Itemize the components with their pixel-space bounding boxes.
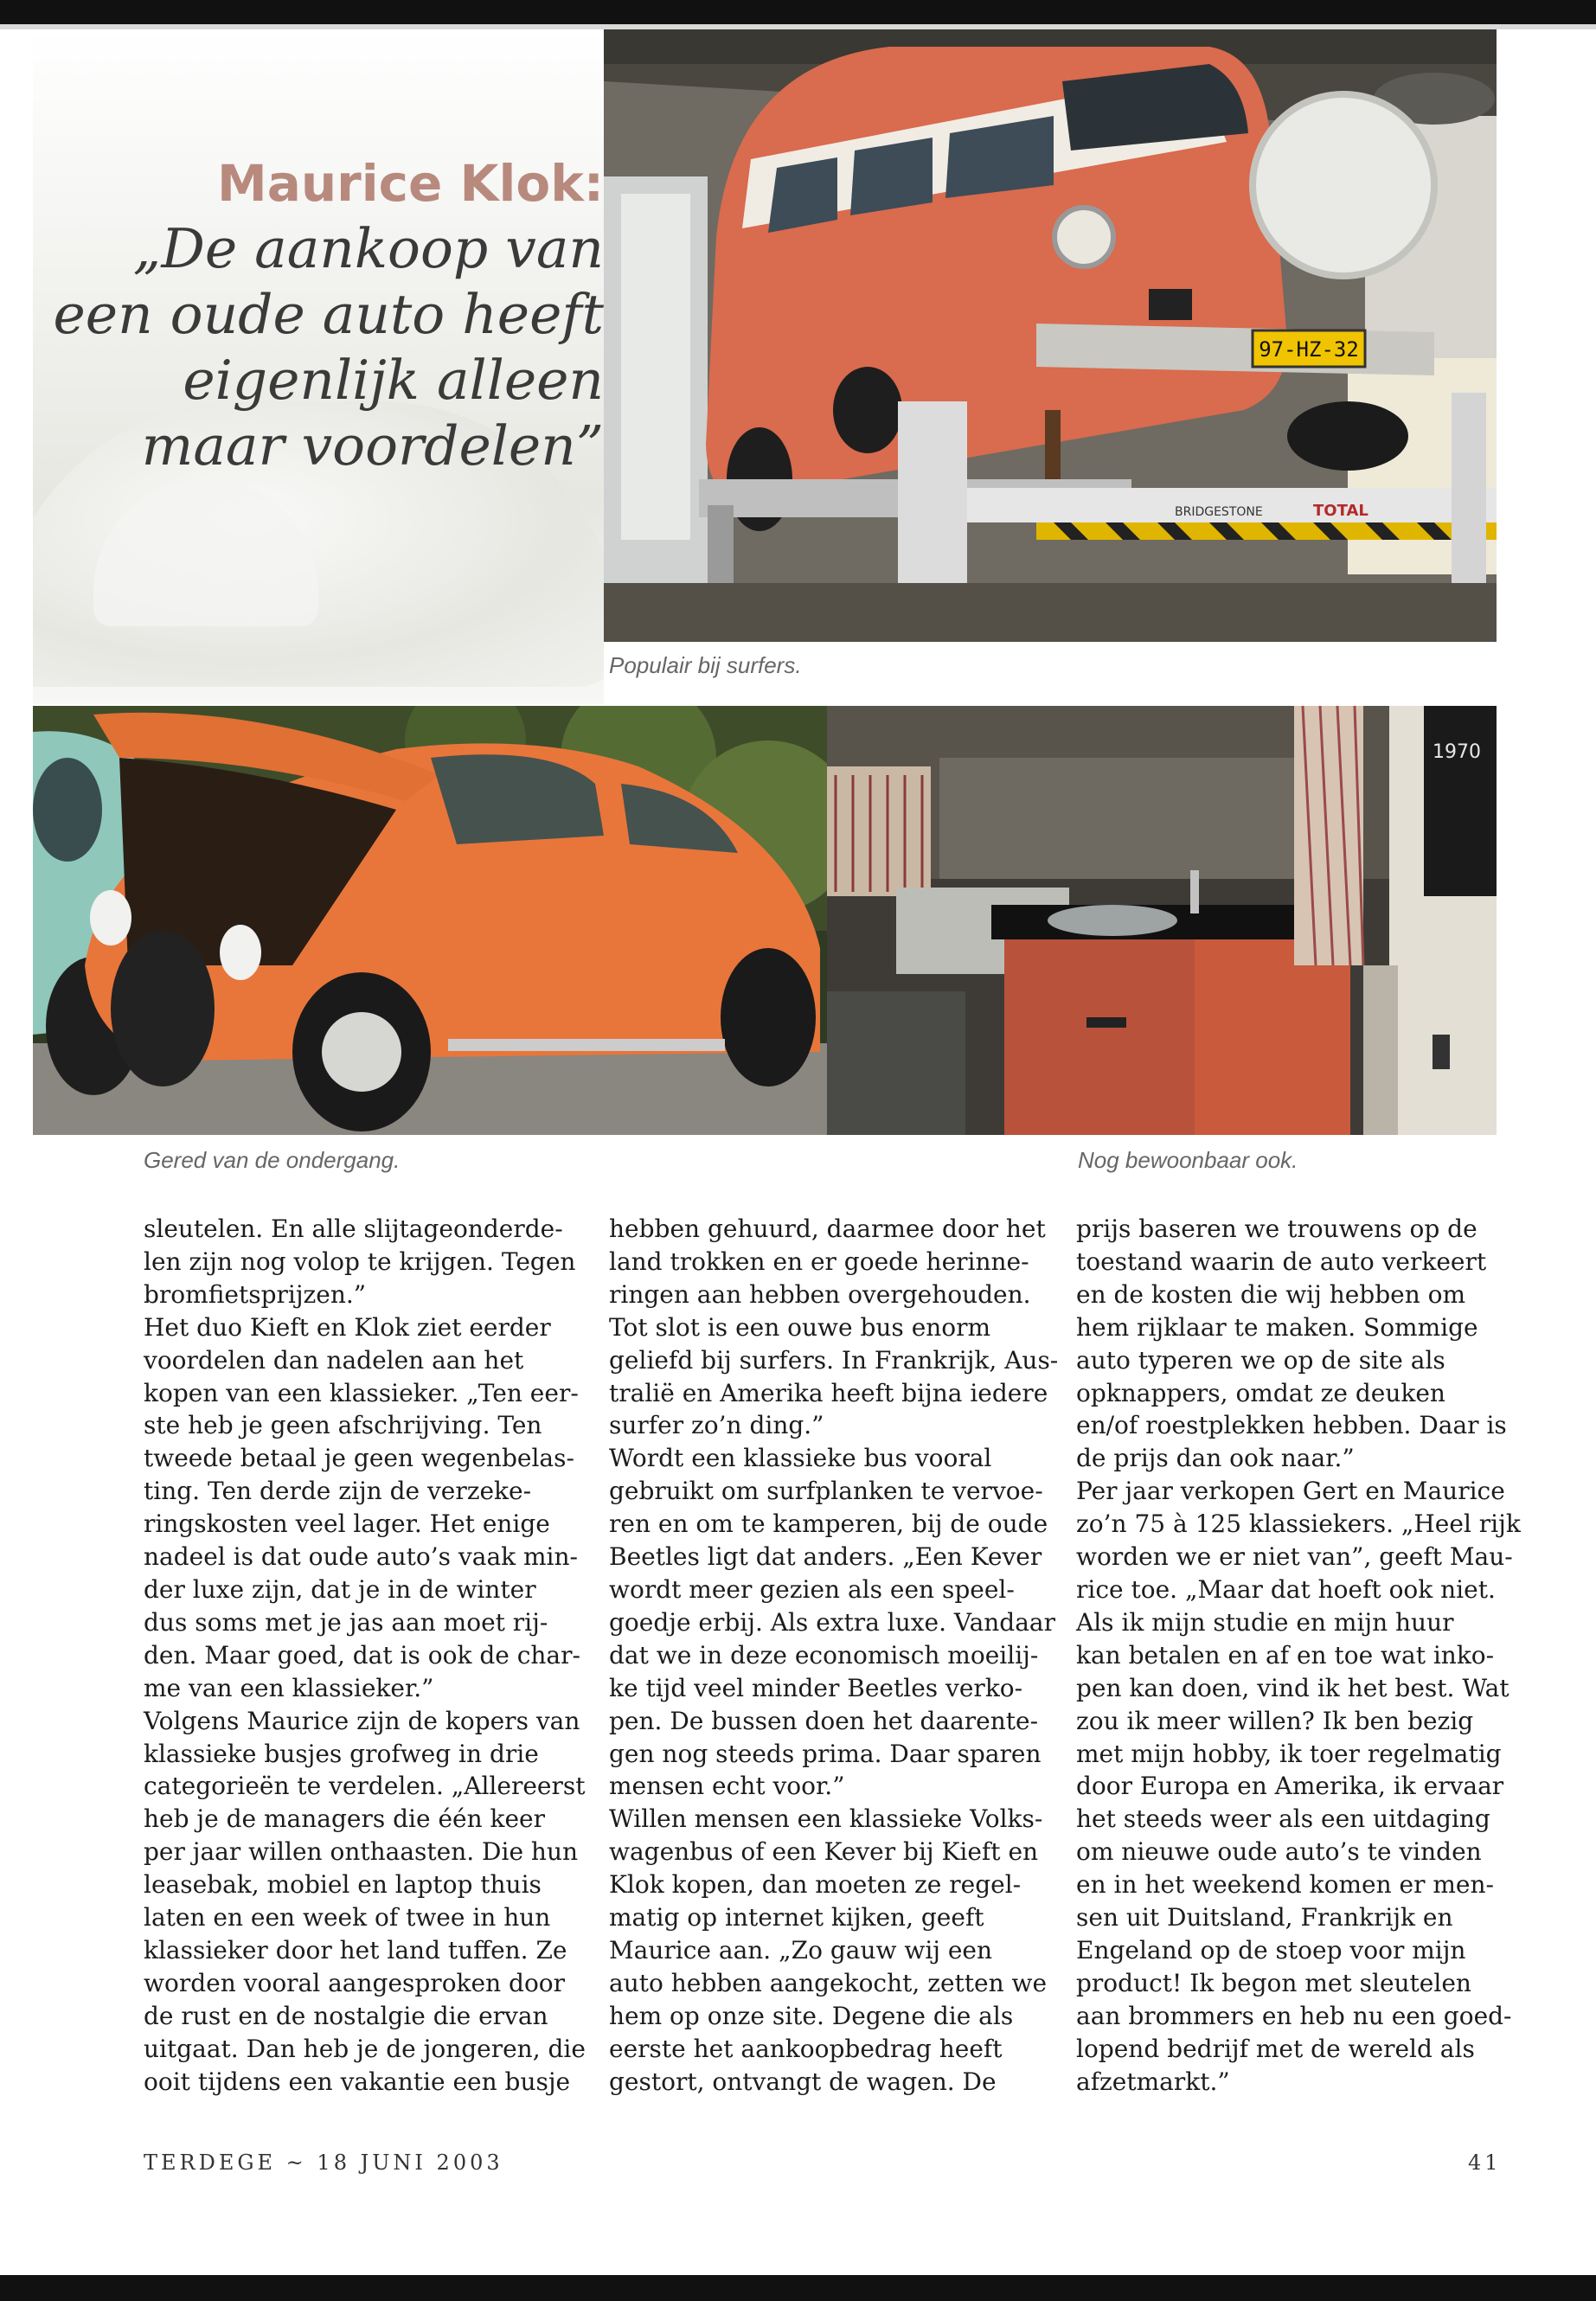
text-line: lopend bedrijf met de wereld als xyxy=(1076,2034,1475,2063)
lift-brand-right: TOTAL xyxy=(1313,502,1368,520)
text-line: afzetmarkt.” xyxy=(1076,2067,1230,2096)
text-line: en in het weekend komen er men- xyxy=(1076,1870,1494,1900)
text-line: zo’n 75 à 125 klassiekers. „Heel rijk xyxy=(1076,1509,1521,1539)
text-line: surfer zo’n ding.” xyxy=(609,1411,824,1440)
text-line: Als ik mijn studie en mijn huur xyxy=(1076,1607,1454,1637)
title-quote-line: een oude auto heeft xyxy=(53,283,604,346)
text-line: kopen van een klassieker. „Ten eer- xyxy=(144,1378,579,1407)
text-line: nadeel is dat oude auto’s vaak min- xyxy=(144,1542,579,1572)
beetle-photo xyxy=(33,706,827,1135)
text-line: ooit tijdens een vakantie een busje xyxy=(144,2067,571,2096)
text-line: door Europa en Amerika, ik ervaar xyxy=(1076,1772,1504,1801)
text-line: Tot slot is een ouwe bus enorm xyxy=(609,1312,991,1342)
text-line: geliefd bij surfers. In Frankrijk, Aus- xyxy=(609,1345,1059,1375)
text-line: auto hebben aangekocht, zetten we xyxy=(609,1968,1048,1997)
text-line: ste heb je geen afschrijving. Ten xyxy=(144,1411,542,1440)
text-line: klassieke busjes grofweg in drie xyxy=(144,1739,539,1768)
text-line: bromfietsprijzen.” xyxy=(144,1279,367,1309)
text-line: laten en een week of twee in hun xyxy=(144,1903,551,1932)
text-line: pen. De bussen doen het daarente- xyxy=(609,1706,1039,1735)
lift-brand-left: BRIDGESTONE xyxy=(1175,505,1263,519)
title-quote-line: „De aankoop van xyxy=(132,217,604,280)
text-column-1 xyxy=(144,1213,593,2098)
text-line: ren en om te kamperen, bij de oude xyxy=(609,1509,1048,1539)
text-line: Beetles ligt dat anders. „Een Kever xyxy=(609,1542,1042,1572)
text-line: tweede betaal je geen wegenbelas- xyxy=(144,1444,574,1473)
text-line: klassieker door het land tuffen. Ze xyxy=(144,1935,567,1965)
interior-photo-caption: Nog bewoonbaar ook. xyxy=(1078,1147,1298,1173)
text-line: hem rijklaar te maken. Sommige xyxy=(1076,1312,1478,1342)
text-line: tralië en Amerika heeft bijna iedere xyxy=(609,1378,1048,1407)
text-line: dat we in deze economisch moeilij- xyxy=(609,1640,1039,1670)
text-line: ting. Ten derde zijn de verzeke- xyxy=(144,1477,532,1506)
text-line: ke tijd veel minder Beetles verko- xyxy=(609,1673,1023,1702)
text-line: goedje erbij. Als extra luxe. Vandaar xyxy=(609,1607,1056,1637)
text-line: pen kan doen, vind ik het best. Wat xyxy=(1076,1673,1509,1702)
text-line: sen uit Duitsland, Frankrijk en xyxy=(1076,1903,1453,1932)
text-line: worden vooral aangesproken door xyxy=(144,1968,566,1997)
text-line: den. Maar goed, dat is ook de char- xyxy=(144,1640,580,1670)
text-line: Maurice aan. „Zo gauw wij een xyxy=(609,1935,993,1965)
text-line: wagenbus of een Kever bij Kieft en xyxy=(609,1837,1039,1867)
text-line: rice toe. „Maar dat hoeft ook niet. xyxy=(1076,1574,1496,1604)
text-column-2 xyxy=(609,1213,1059,2098)
text-line: wordt meer gezien als een speel- xyxy=(609,1574,1015,1604)
bus-photo-caption: Populair bij surfers. xyxy=(609,652,802,678)
text-line: len zijn nog volop te krijgen. Tegen xyxy=(144,1247,576,1276)
text-line: Per jaar verkopen Gert en Maurice xyxy=(1076,1477,1505,1506)
text-line: Wordt een klassieke bus vooral xyxy=(609,1444,992,1473)
text-line: het steeds weer als een uitdaging xyxy=(1076,1804,1490,1834)
beetle-photo-caption: Gered van de ondergang. xyxy=(144,1147,401,1173)
text-line: me van een klassieker.” xyxy=(144,1673,434,1702)
title-area xyxy=(33,29,604,704)
text-line: en de kosten die wij hebben om xyxy=(1076,1279,1466,1309)
text-line: land trokken en er goede herinne- xyxy=(609,1247,1029,1276)
text-line: voordelen dan nadelen aan het xyxy=(144,1345,524,1375)
text-line: Klok kopen, dan moeten ze regel- xyxy=(609,1870,1022,1900)
text-line: hem op onze site. Degene die als xyxy=(609,2001,1014,2030)
text-line: prijs baseren we trouwens op de xyxy=(1076,1215,1477,1243)
title-quote-line: eigenlijk alleen xyxy=(183,349,604,412)
text-line: Volgens Maurice zijn de kopers van xyxy=(144,1706,580,1735)
text-line: ringen aan hebben overgehouden. xyxy=(609,1279,1031,1309)
text-line: de rust en de nostalgie die ervan xyxy=(144,2001,548,2030)
text-line: de prijs dan ook naar.” xyxy=(1076,1444,1355,1473)
text-line: mensen echt voor.” xyxy=(609,1772,845,1801)
text-line: opknappers, omdat ze deuken xyxy=(1076,1378,1445,1407)
text-line: gen nog steeds prima. Daar sparen xyxy=(609,1739,1042,1768)
bottom-border xyxy=(0,2275,1596,2301)
text-line: aan brommers en heb nu een goed- xyxy=(1076,2001,1512,2030)
text-line: leasebak, mobiel en laptop thuis xyxy=(144,1870,542,1900)
text-line: zou ik meer willen? Ik ben bezig xyxy=(1076,1706,1474,1735)
text-line: matig op internet kijken, geeft xyxy=(609,1903,984,1932)
text-line: product! Ik begon met sleutelen xyxy=(1076,1968,1471,1997)
title-name: Maurice Klok: xyxy=(217,154,604,213)
text-line: eerste het aankoopbedrag heeft xyxy=(609,2034,1003,2063)
interior-photo xyxy=(827,706,1497,1135)
text-line: worden we er niet van”, geeft Mau- xyxy=(1076,1542,1513,1572)
text-column-3 xyxy=(1076,1213,1526,2098)
text-line: om nieuwe oude auto’s te vinden xyxy=(1076,1837,1482,1867)
interior-sign: 1970 xyxy=(1433,741,1481,763)
text-line: auto typeren we op de site als xyxy=(1076,1345,1445,1375)
text-line: sleutelen. En alle slijtageonderde- xyxy=(144,1215,563,1243)
text-line: per jaar willen onthaasten. Die hun xyxy=(144,1837,579,1867)
article-title xyxy=(50,151,604,479)
top-border xyxy=(0,0,1596,29)
text-line: Engeland op de stoep voor mijn xyxy=(1076,1935,1466,1965)
license-plate: 97-HZ-32 xyxy=(1259,337,1359,362)
text-line: en/of roestplekken hebben. Daar is xyxy=(1076,1411,1507,1440)
text-line: ringskosten veel lager. Het enige xyxy=(144,1509,550,1539)
title-quote-line: maar voordelen” xyxy=(141,414,604,478)
page-number: 41 xyxy=(1468,2150,1502,2175)
text-line: Het duo Kieft en Klok ziet eerder xyxy=(144,1312,551,1342)
text-line: uitgaat. Dan heb je de jongeren, die xyxy=(144,2034,586,2063)
text-line: gebruikt om surfplanken te vervoe- xyxy=(609,1477,1043,1506)
bus-photo xyxy=(604,29,1497,642)
text-line: gestort, ontvangt de wagen. De xyxy=(609,2067,997,2096)
text-line: dus soms met je jas aan moet rij- xyxy=(144,1607,548,1637)
footer-publication: TERDEGE ~ 18 JUNI 2003 xyxy=(144,2150,503,2175)
text-line: hebben gehuurd, daarmee door het xyxy=(609,1215,1046,1243)
text-line: der luxe zijn, dat je in de winter xyxy=(144,1574,536,1604)
text-line: met mijn hobby, ik toer regelmatig xyxy=(1076,1739,1502,1768)
text-line: Willen mensen een klassieke Volks- xyxy=(609,1804,1043,1834)
text-line: categorieën te verdelen. „Allereerst xyxy=(144,1772,586,1801)
text-line: heb je de managers die één keer xyxy=(144,1804,546,1834)
text-line: toestand waarin de auto verkeert xyxy=(1076,1247,1487,1276)
text-line: kan betalen en af en toe wat inko- xyxy=(1076,1640,1495,1670)
